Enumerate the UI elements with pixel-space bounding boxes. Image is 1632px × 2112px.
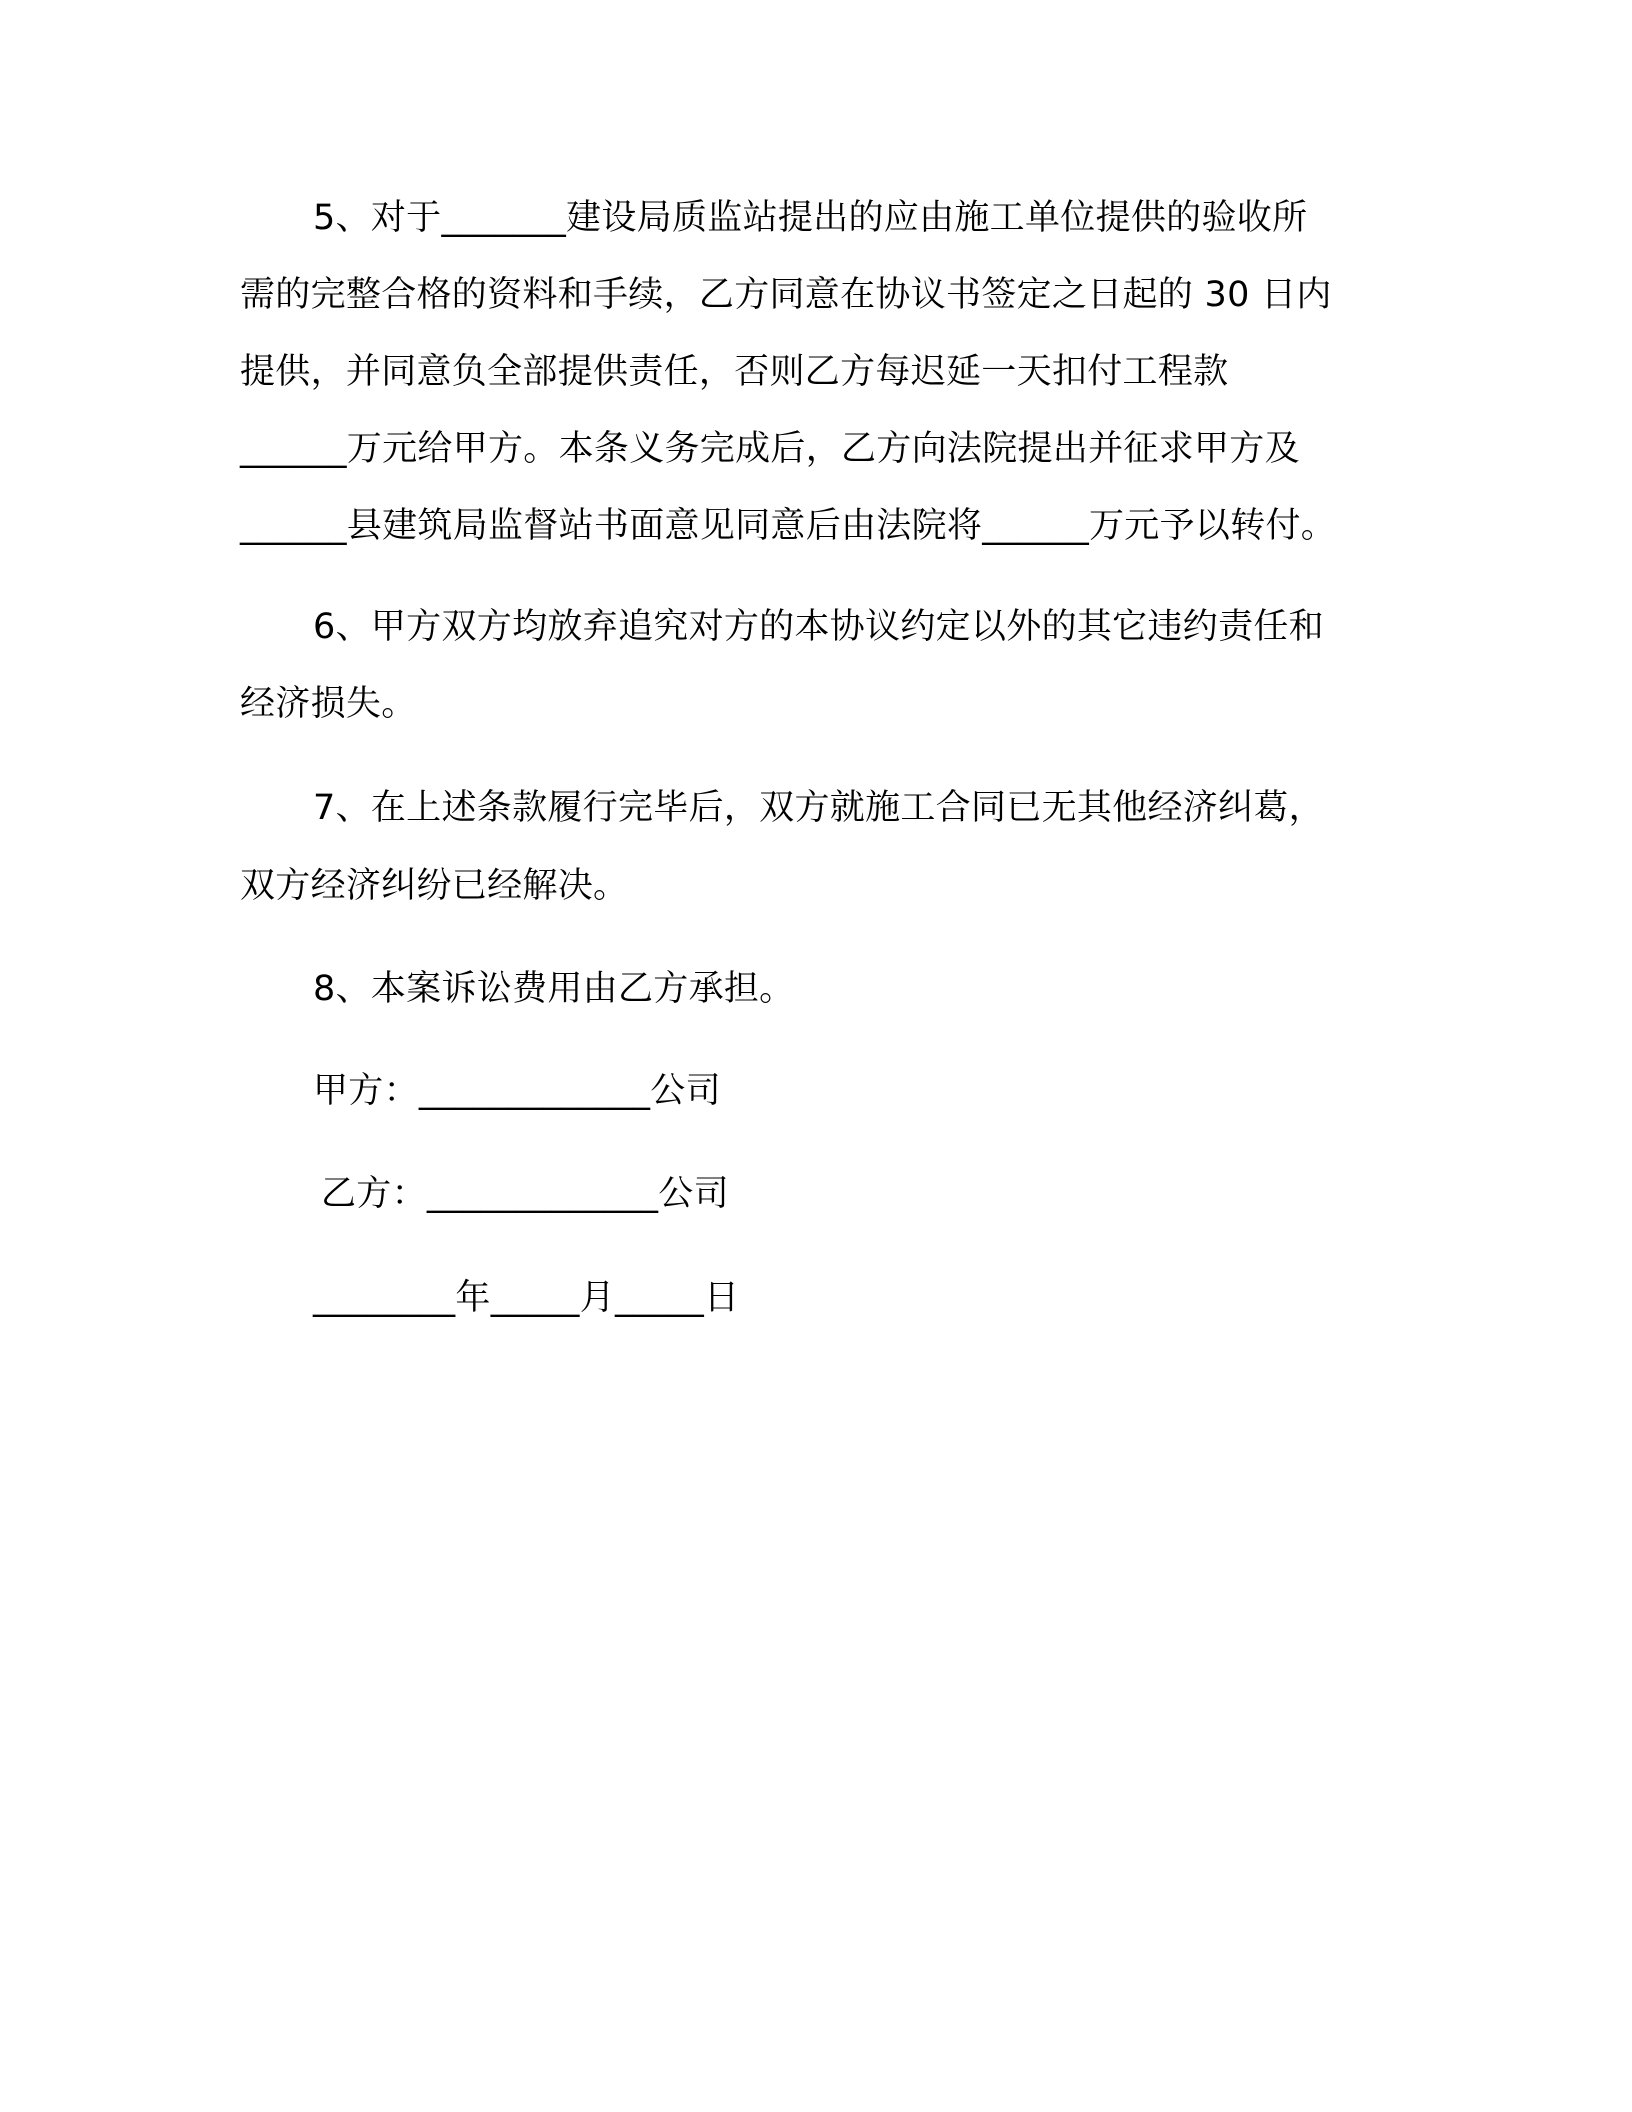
clause-5-line-4: ______万元给甲方。本条义务完成后，乙方向法院提出并征求甲方及 [240, 429, 1300, 469]
clause-7-line-2: 双方经济纠纷已经解决。 [240, 866, 629, 906]
clause-6-line-1: 6、甲方双方均放弃追究对方的本协议约定以外的其它违约责任和 [313, 607, 1324, 647]
clause-7-line-1: 7、在上述条款履行完毕后，双方就施工合同已无其他经济纠葛， [313, 788, 1324, 828]
party-b-signature: 乙方：_____________公司 [321, 1174, 729, 1214]
party-a-signature: 甲方：_____________公司 [313, 1071, 721, 1111]
clause-5-line-1: 5、对于_______建设局质监站提出的应由施工单位提供的验收所 [313, 198, 1308, 238]
signature-date: ________年_____月_____日 [313, 1278, 740, 1318]
clause-8-line-1: 8、本案诉讼费用由乙方承担。 [313, 969, 795, 1009]
clause-5-line-2: 需的完整合格的资料和手续，乙方同意在协议书签定之日起的 30 日内 [240, 275, 1332, 315]
clause-5-line-5: ______县建筑局监督站书面意见同意后由法院将______万元予以转付。 [240, 506, 1337, 546]
clause-6-line-2: 经济损失。 [240, 684, 417, 724]
clause-5-line-3: 提供，并同意负全部提供责任，否则乙方每迟延一天扣付工程款 [240, 352, 1229, 392]
